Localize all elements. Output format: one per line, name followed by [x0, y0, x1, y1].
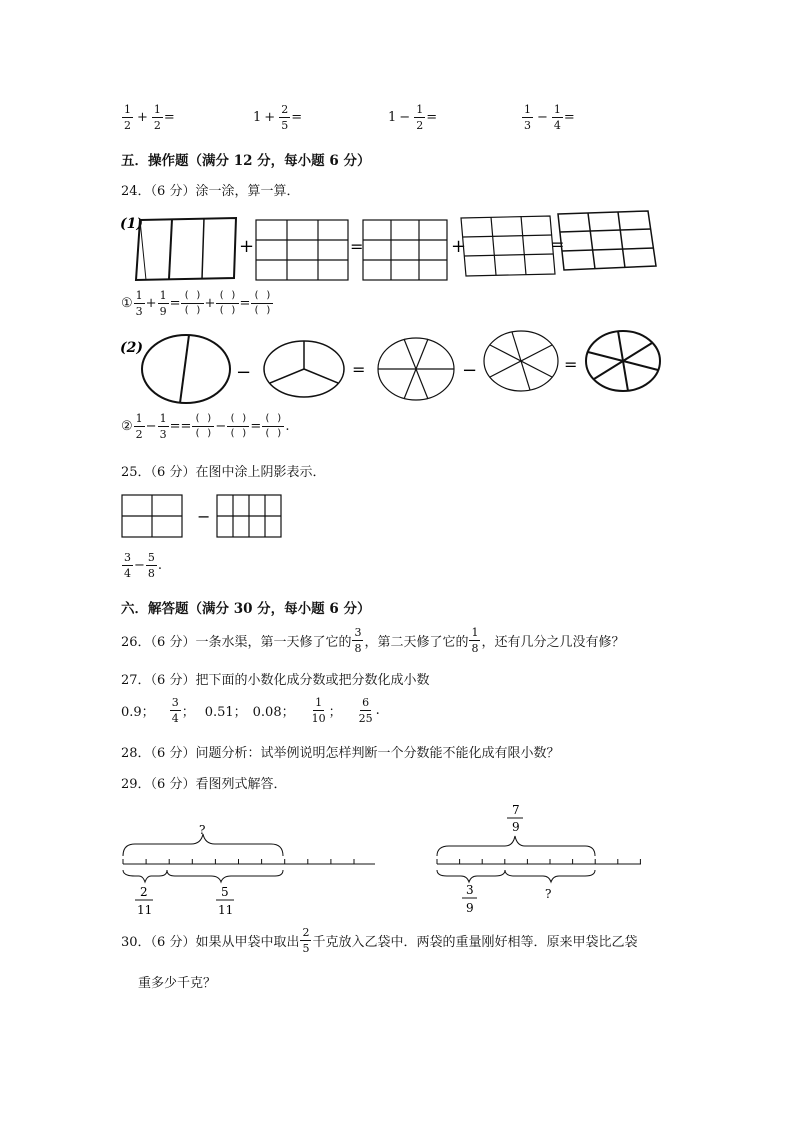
circle-sixths-1: [378, 338, 454, 400]
fraction: $\frac{1}{4}$: [553, 103, 561, 132]
grid-ninths-4: [558, 211, 656, 270]
equals-sign: =: [350, 237, 364, 256]
q24-grid-figures: [118, 208, 674, 284]
left-top-question: ?: [199, 823, 206, 837]
right-b1-den: 9: [466, 901, 474, 915]
left-b1-num: 2: [140, 885, 148, 899]
circle-halves: [142, 335, 230, 403]
minus-sign: −: [236, 362, 252, 383]
equals-sign: =: [551, 235, 565, 254]
plus-sign: +: [239, 236, 255, 257]
section-5-title: 五．操作题（满分 12 分，每小题 6 分）: [121, 153, 371, 169]
q29-prompt: 29．（6 分）看图列式解答．: [121, 777, 287, 792]
ticks-right: [437, 859, 640, 864]
right-top-num: 7: [512, 803, 520, 817]
q30-line2: 重多少千克？: [138, 976, 217, 991]
exercise-3: 1 − $\frac{1}{2}$ =: [388, 103, 438, 132]
q24-equation-1: ① $\frac{1}{3}$ + $\frac{1}{9}$ = $\frac{( )}{( )}$ + $\frac{( )}{( )}$ = $\frac{( )}{( )}$: [121, 289, 272, 318]
q24-circle-figures: [118, 330, 674, 412]
q24-prompt: 24．（6 分）涂一涂，算一算．: [121, 184, 300, 199]
right-top-den: 9: [512, 820, 520, 834]
rect-eighths: [217, 495, 281, 537]
equals-sign: =: [352, 360, 366, 379]
fraction: $\frac{1}{2}$: [416, 103, 424, 132]
q28-prompt: 28．（6 分）问题分析：试举例说明怎样判断一个分数能不能化成有限小数？: [121, 746, 560, 761]
number-line-right: [437, 836, 641, 882]
grid-ninths-1: [256, 220, 348, 280]
exercise-2: 1 + $\frac{2}{5}$ =: [253, 103, 303, 132]
q29-number-lines: [115, 800, 685, 920]
right-b2-question: ?: [545, 887, 552, 901]
plus-sign: +: [451, 236, 467, 257]
fraction: $\frac{1}{2}$: [124, 103, 131, 132]
number-line-left: [123, 834, 375, 882]
q27-prompt: 27．（6 分）把下面的小数化成分数或把分数化成小数: [121, 673, 430, 688]
circle-sixths-3: [586, 331, 660, 391]
exercise-1: $\frac{1}{2}$ + $\frac{1}{2}$ =: [124, 103, 175, 132]
part1-label: (1): [120, 216, 143, 232]
q26: 26．（6 分）一条水渠，第一天修了它的 $\frac{3}{8}$ ，第二天修了它的 $\frac{1}{8}$ ，还有几分之几没有修？: [121, 626, 625, 655]
minus-sign: −: [197, 507, 211, 526]
left-b2-num: 5: [221, 885, 229, 899]
q25-rectangles: [118, 492, 288, 540]
q25-prompt: 25．（6 分）在图中涂上阴影表示．: [121, 465, 326, 480]
left-b1-den: 11: [137, 903, 153, 917]
fraction: $\frac{2}{5}$: [281, 103, 289, 132]
ticks-left: [123, 859, 354, 864]
circle-thirds: [264, 341, 344, 397]
q24-equation-2: ② $\frac{1}{2}$ − $\frac{1}{3}$ == $\frac{( )}{( )}$ − $\frac{( )}{( )}$ = $\frac{( )}{( )}$ .: [121, 412, 290, 441]
equals-sign: =: [564, 355, 578, 374]
section-6-title: 六．解答题（满分 30 分，每小题 6 分）: [121, 601, 371, 617]
fraction: $\frac{1}{2}$: [153, 103, 161, 132]
fraction: $\frac{1}{3}$: [524, 103, 531, 132]
grid-thirds: [136, 218, 236, 280]
left-b2-den: 11: [218, 903, 234, 917]
exercise-4: $\frac{1}{3}$ − $\frac{1}{4}$ =: [524, 103, 575, 132]
part2-label: (2): [120, 340, 143, 356]
q30-line1: 30．（6 分）如果从甲袋中取出 $\frac{2}{5}$ 千克放入乙袋中．两袋的重量刚好相等．原来甲袋比乙袋: [121, 926, 638, 955]
grid-ninths-2: [363, 220, 447, 280]
minus-sign: −: [462, 360, 478, 381]
circle-sixths-2: [484, 331, 558, 391]
q25-expression: $\frac{3}{4}$ − $\frac{5}{8}$ .: [124, 551, 163, 580]
grid-ninths-3: [461, 216, 555, 276]
right-b1-num: 3: [466, 883, 474, 897]
rect-quarters: [122, 495, 182, 537]
q27-values: 0.9； $\frac{3}{4}$ ； 0.51； 0.08； $\frac{1}{10}$ ； $\frac{6}{25}$ .: [121, 696, 380, 725]
